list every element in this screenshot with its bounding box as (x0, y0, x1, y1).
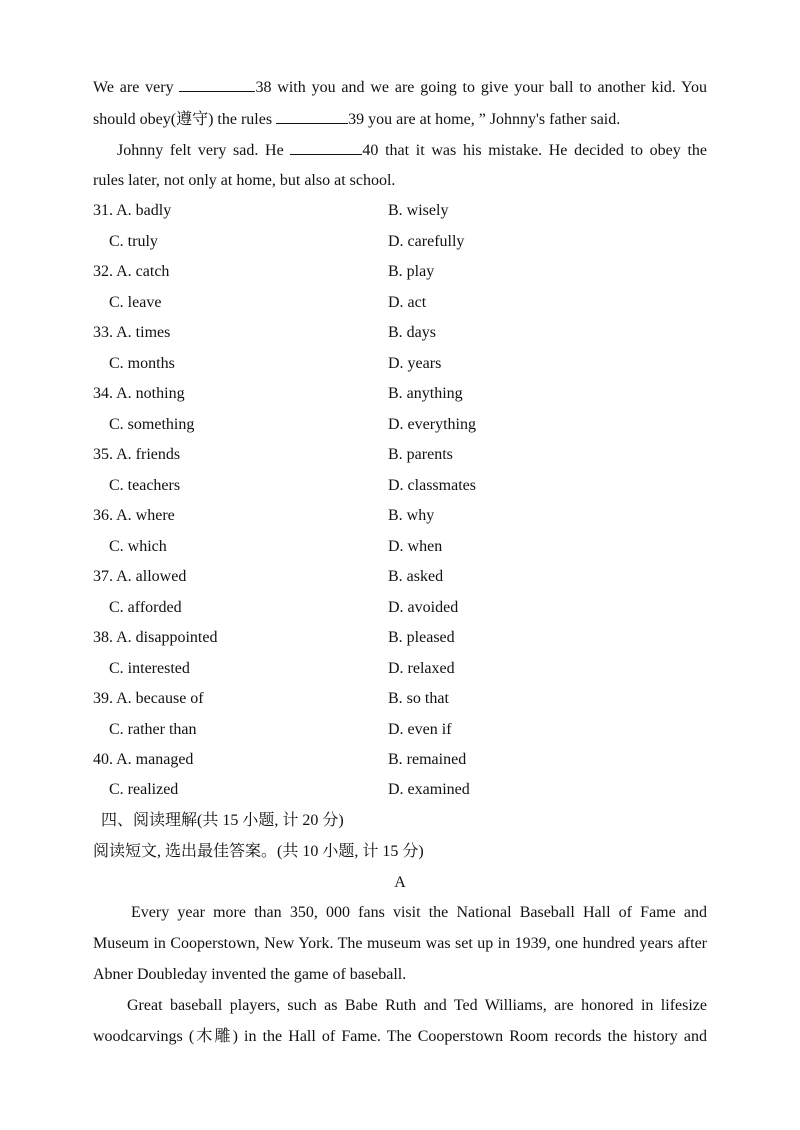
option-a: 36. A. where (93, 507, 175, 524)
passage-a-line-5: woodcarvings (木雕) in the Hall of Fame. The Cooperstown Room records the history and (93, 1028, 707, 1045)
answer-blank-38 (179, 77, 255, 92)
passage-a-line-2: Museum in Cooperstown, New York. The museum was set up in 1939, one hundred years after (93, 935, 707, 952)
option-a: 35. A. friends (93, 446, 181, 463)
option-b: B. remained (388, 751, 467, 768)
option-d: D. years (388, 355, 442, 372)
passage-text: 40 that it was his mistake. He decided to obey the (362, 142, 708, 159)
passage-text: We are very (93, 79, 174, 96)
passage-a-line-4: Great baseball players, such as Babe Ruth and Ted Williams, are honored in lifesize (127, 997, 707, 1014)
passage-line-1 (93, 77, 707, 98)
option-d: D. classmates (388, 477, 476, 494)
option-d: D. examined (388, 781, 470, 798)
option-b: B. why (388, 507, 435, 524)
section-heading: 四、阅读理解(共 15 小题, 计 20 分) (101, 812, 344, 829)
option-a: 38. A. disappointed (93, 629, 218, 646)
option-d: D. act (388, 294, 427, 311)
option-d: D. when (388, 538, 443, 555)
option-a: 39. A. because of (93, 690, 204, 707)
option-b: B. so that (388, 690, 449, 707)
option-d: D. relaxed (388, 660, 455, 677)
passage-a-line-3: Abner Doubleday invented the game of baseball. (93, 966, 407, 983)
option-d: D. even if (388, 721, 452, 738)
option-b: B. asked (388, 568, 444, 585)
option-c: C. interested (109, 660, 190, 677)
passage-text: Johnny felt very sad. He (117, 142, 284, 159)
option-c: C. leave (109, 294, 162, 311)
option-c: C. months (109, 355, 175, 372)
option-c: C. realized (109, 781, 179, 798)
passage-label: A (394, 874, 406, 891)
option-d: D. carefully (388, 233, 465, 250)
option-c: C. afforded (109, 599, 182, 616)
option-d: D. avoided (388, 599, 459, 616)
option-a: 40. A. managed (93, 751, 194, 768)
option-b: B. play (388, 263, 435, 280)
answer-blank-39 (276, 109, 348, 124)
option-a: 37. A. allowed (93, 568, 187, 585)
option-b: B. parents (388, 446, 453, 463)
option-a: 32. A. catch (93, 263, 170, 280)
option-b: B. anything (388, 385, 463, 402)
option-c: C. which (109, 538, 167, 555)
option-c: C. rather than (109, 721, 197, 738)
option-b: B. pleased (388, 629, 455, 646)
option-b: B. days (388, 324, 436, 341)
passage-text: 38 with you and we are going to give your ball to another kid. You (255, 79, 708, 96)
passage-line-3 (117, 140, 707, 161)
option-d: D. everything (388, 416, 476, 433)
option-a: 31. A. badly (93, 202, 172, 219)
passage-text: should obey(遵守) the rules (93, 111, 273, 128)
option-c: C. truly (109, 233, 158, 250)
option-b: B. wisely (388, 202, 449, 219)
passage-line-2 (93, 109, 707, 130)
section-instruction: 阅读短文, 选出最佳答案。(共 10 小题, 计 15 分) (93, 843, 424, 860)
option-a: 34. A. nothing (93, 385, 185, 402)
option-c: C. teachers (109, 477, 181, 494)
passage-text: 39 you are at home, ” Johnny's father said. (348, 111, 621, 128)
answer-blank-40 (290, 140, 362, 155)
passage-line-4: rules later, not only at home, but also at school. (93, 172, 396, 189)
passage-a-line-1: Every year more than 350, 000 fans visit the National Baseball Hall of Fame and (131, 904, 707, 921)
option-c: C. something (109, 416, 195, 433)
option-a: 33. A. times (93, 324, 171, 341)
